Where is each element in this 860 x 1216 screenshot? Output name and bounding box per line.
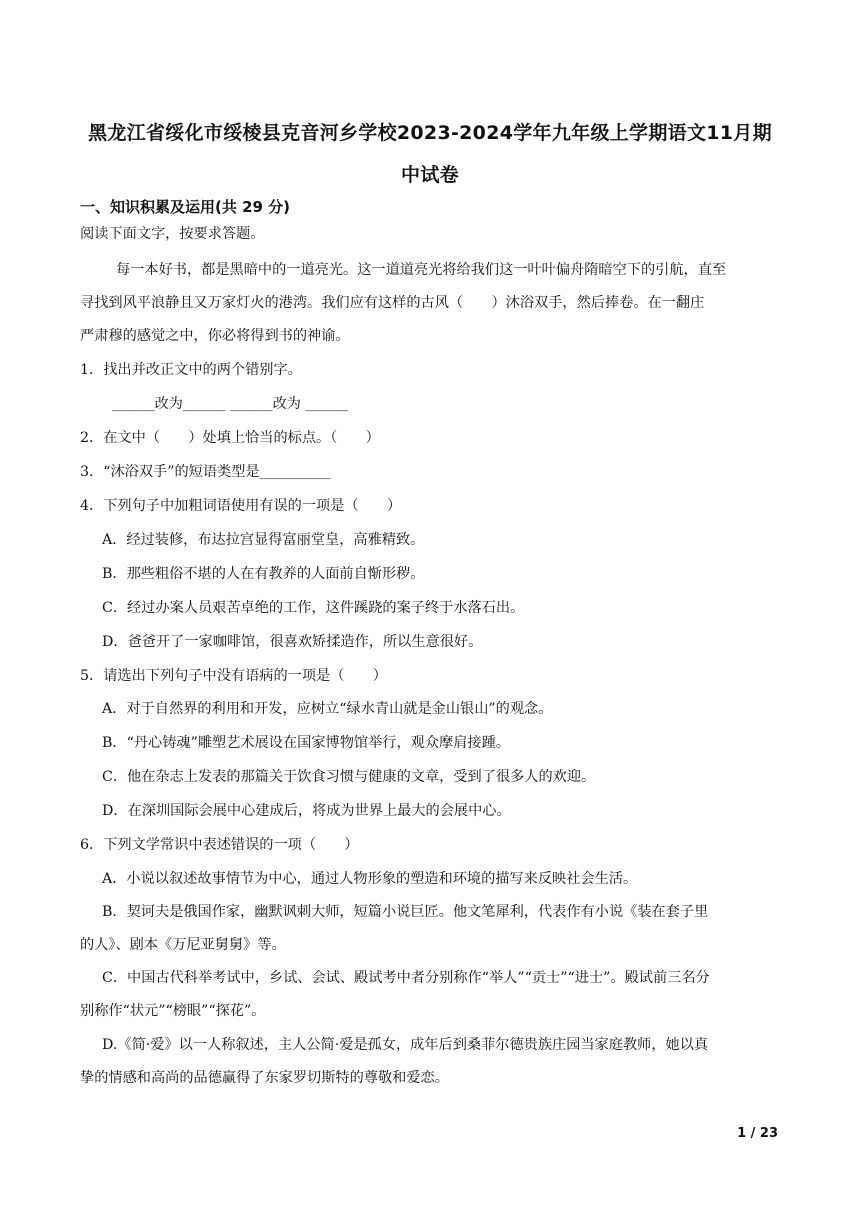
- question-2: 2．在文中（ ）处填上恰当的标点。（ ）: [80, 430, 380, 446]
- question-6-option-c-cont: 别称作“状元”“榜眼”“探花”。: [80, 1003, 266, 1019]
- question-4-option: D．爸爸开了一家咖啡馆，很喜欢矫揉造作，所以生意很好。: [102, 634, 483, 650]
- question-6-option-c: C．中国古代科举考试中，乡试、会试、殿试考中者分别称作“举人”“贡士”“进士”。殿试前三名分: [102, 970, 710, 986]
- question-6-option-b-cont: 的人》、剧本《万尼亚舅舅》等。: [80, 937, 286, 953]
- question-5-option: D．在深圳国际会展中心建成后，将成为世界上最大的会展中心。: [102, 803, 511, 819]
- question-4-option: B．那些粗俗不堪的人在有教养的人面前自惭形秽。: [102, 566, 425, 582]
- question-6: 6．下列文学常识中表述错误的一项（ ）: [80, 837, 359, 853]
- exam-title-line2: 中试卷: [401, 164, 459, 186]
- question-5-option: A．对于自然界的利用和开发，应树立“绿水青山就是金山银山”的观念。: [102, 701, 553, 717]
- question-4-option: C．经过办案人员艰苦卓绝的工作，这件蹊跷的案子终于水落石出。: [102, 600, 525, 616]
- question-5: 5．请选出下列句子中没有语病的一项是（ ）: [80, 668, 387, 684]
- question-4: 4．下列句子中加粗词语使用有误的一项是（ ）: [80, 498, 402, 514]
- section-heading: 一、知识积累及运用(共 29 分): [80, 198, 291, 216]
- page-number: 1 / 23: [737, 1126, 778, 1141]
- question-4-option: A．经过装修，布达拉宫显得富丽堂皇，高雅精致。: [102, 532, 425, 548]
- question-3: 3．“沐浴双手”的短语类型是__________: [80, 464, 331, 480]
- question-1-blanks: ______改为______ ______改为 ______: [112, 396, 349, 412]
- question-5-option: B．“丹心铸魂”雕塑艺术展设在国家博物馆举行，观众摩肩接踵。: [102, 735, 510, 751]
- passage-line: 寻找到风平浪静且又万家灯火的港湾。我们应有这样的古风（ ）沐浴双手，然后捧卷。在一翻庄: [80, 295, 705, 311]
- question-6-option-b: B．契诃夫是俄国作家，幽默讽刺大师，短篇小说巨匠。他文笔犀利，代表作有小说《装在套子里: [102, 904, 709, 920]
- question-6-option-d: D.《简·爱》以一人称叙述，主人公简·爱是孤女，成年后到桑菲尔德贵族庄园当家庭教师，她以真: [102, 1037, 709, 1053]
- question-5-option: C．他在杂志上发表的那篇关于饮食习惯与健康的文章，受到了很多人的欢迎。: [102, 769, 596, 785]
- instruction-text: 阅读下面文字，按要求答题。: [80, 226, 265, 242]
- passage-line: 严肃穆的感觉之中，你必将得到书的神谕。: [80, 328, 350, 344]
- question-6-option-d-cont: 挚的情感和高尚的品德赢得了东家罗切斯特的尊敬和爱恋。: [80, 1070, 449, 1086]
- passage-line: 每一本好书，都是黑暗中的一道亮光。这一道道亮光将给我们这一叶叶偏舟隋暗空下的引航，直至: [116, 262, 727, 278]
- exam-title-line1: 黑龙江省绥化市绥棱县克音河乡学校2023-2024学年九年级上学期语文11月期: [88, 122, 772, 144]
- question-1: 1．找出并改正文中的两个错别字。: [80, 362, 302, 378]
- question-6-option-a: A．小说以叙述故事情节为中心，通过人物形象的塑造和环境的描写来反映社会生活。: [102, 871, 638, 887]
